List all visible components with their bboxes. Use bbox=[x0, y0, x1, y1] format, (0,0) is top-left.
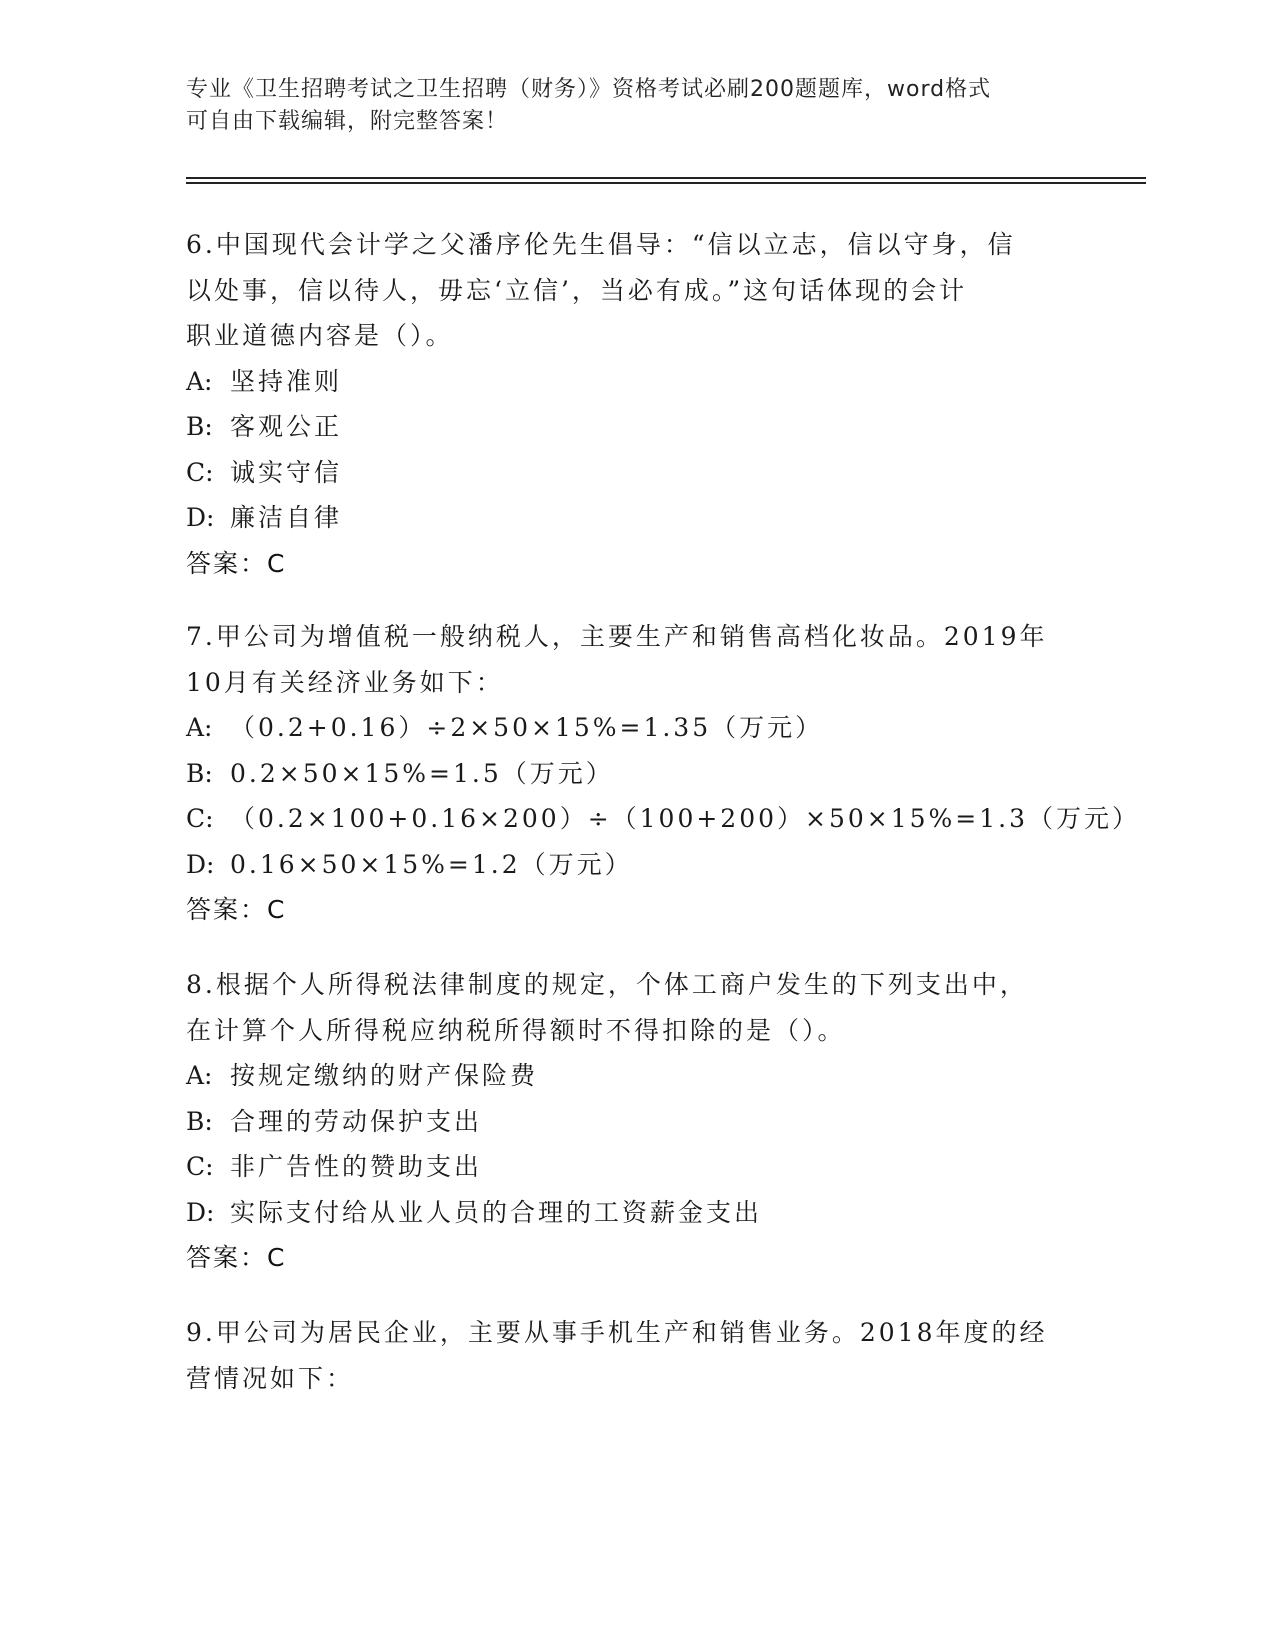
question-line: 职业道德内容是（）。 bbox=[186, 321, 454, 350]
question-6 bbox=[186, 222, 1066, 586]
option-text: 非广告性的赞助支出 bbox=[230, 1152, 483, 1181]
option-text: 按规定缴纳的财产保险费 bbox=[230, 1061, 539, 1090]
option-label: A: bbox=[186, 1061, 213, 1090]
question-9 bbox=[186, 1310, 1066, 1401]
option-c bbox=[186, 450, 1066, 496]
option-label: D: bbox=[186, 849, 215, 879]
option-a bbox=[186, 1053, 1066, 1099]
option-text: 0.2×50×15%=1.5（万元） bbox=[230, 758, 614, 788]
question-text bbox=[186, 1310, 1066, 1401]
option-label: B: bbox=[186, 1106, 213, 1136]
option-label: A: bbox=[186, 366, 213, 396]
answer-line: 答案：C bbox=[186, 548, 287, 578]
answer-line: 答案：C bbox=[186, 1243, 287, 1272]
option-text: （0.2+0.16）÷2×50×15%=1.35（万元） bbox=[230, 713, 824, 742]
option-a bbox=[186, 359, 1066, 405]
option-label: C: bbox=[186, 457, 214, 487]
answer-line: 答案：C bbox=[186, 895, 287, 924]
option-b bbox=[186, 404, 1066, 450]
question-8 bbox=[186, 962, 1066, 1281]
option-text: 实际支付给从业人员的合理的工资薪金支出 bbox=[230, 1197, 763, 1227]
option-text: 坚持准则 bbox=[230, 366, 343, 396]
option-text: 廉洁自律 bbox=[230, 503, 343, 532]
option-b bbox=[186, 751, 1066, 797]
option-text: 客观公正 bbox=[230, 412, 343, 441]
option-label: A: bbox=[186, 713, 213, 742]
question-text bbox=[186, 222, 1066, 359]
question-line: 9.甲公司为居民企业，主要从事手机生产和销售业务。2018年度的经 bbox=[186, 1318, 1048, 1347]
option-d bbox=[186, 842, 1066, 888]
option-text: 0.16×50×15%=1.2（万元） bbox=[230, 849, 633, 879]
header-divider-bottom bbox=[186, 182, 1146, 184]
question-text bbox=[186, 614, 1066, 705]
option-label: C: bbox=[186, 1152, 214, 1181]
option-text: （0.2×100+0.16×200）÷（100+200）×50×15%=1.3（万元） bbox=[230, 804, 1141, 833]
question-text bbox=[186, 962, 1066, 1053]
option-label: D: bbox=[186, 1197, 215, 1227]
option-label: D: bbox=[186, 503, 215, 532]
option-label: B: bbox=[186, 412, 213, 441]
option-c bbox=[186, 1144, 1066, 1190]
header-divider-top bbox=[186, 177, 1146, 179]
question-line: 7.甲公司为增值税一般纳税人，主要生产和销售高档化妆品。2019年 bbox=[186, 622, 1048, 651]
option-b bbox=[186, 1099, 1066, 1145]
question-line: 6.中国现代会计学之父潘序伦先生倡导：“信以立志，信以守身，信 bbox=[186, 230, 1016, 259]
question-line: 在计算个人所得税应纳税所得额时不得扣除的是（）。 bbox=[186, 1015, 846, 1045]
option-a bbox=[186, 705, 1066, 751]
document-header bbox=[186, 74, 1086, 138]
header-line-2: 可自由下载编辑，附完整答案！ bbox=[186, 109, 509, 134]
header-line-1: 专业《卫生招聘考试之卫生招聘（财务）》资格考试必刷200题题库，word格式 bbox=[186, 77, 992, 102]
question-7 bbox=[186, 614, 1141, 933]
question-line: 以处事，信以待人，毋忘‘立信’，当必有成。”这句话体现的会计 bbox=[186, 275, 968, 305]
option-d bbox=[186, 1190, 1066, 1236]
question-line: 8.根据个人所得税法律制度的规定，个体工商户发生的下列支出中， bbox=[186, 970, 1028, 999]
question-line: 营情况如下： bbox=[186, 1363, 355, 1393]
question-line: 10月有关经济业务如下： bbox=[186, 667, 504, 697]
option-text: 诚实守信 bbox=[230, 457, 343, 487]
option-label: C: bbox=[186, 804, 214, 833]
option-label: B: bbox=[186, 758, 213, 788]
option-c bbox=[186, 796, 1141, 842]
option-text: 合理的劳动保护支出 bbox=[230, 1106, 483, 1136]
option-d bbox=[186, 495, 1066, 541]
